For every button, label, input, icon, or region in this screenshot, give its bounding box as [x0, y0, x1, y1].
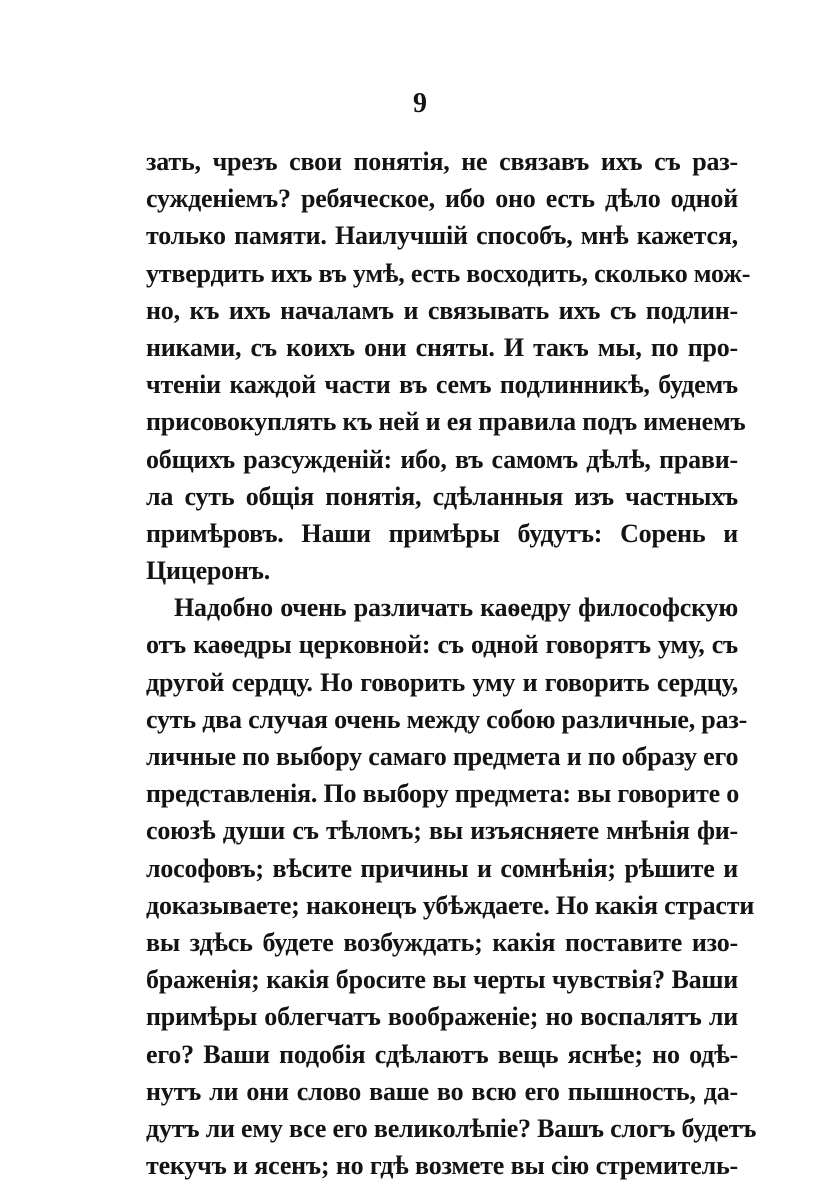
text-line: примѣры облегчатъ воображеніе; но воспалятъ ли [146, 1002, 738, 1032]
text-line: зать, чрезъ свои понятія, не связавъ ихъ съ раз- [146, 147, 738, 176]
text-line: союзѣ души съ тѣломъ; вы изъясняете мнѣнія фи- [146, 816, 738, 846]
text-line: присовокуплять къ ней и ея правила подъ именемъ [146, 407, 746, 437]
text-line: личные по выбору самаго предмета и по образу его [146, 742, 739, 771]
text-line: но, къ ихъ началамъ и связывать ихъ съ подлин- [146, 295, 738, 325]
paragraph-first-line: Надобно очень различать каѳедру философскую [174, 593, 738, 623]
paragraph-last-line: Цицеронъ. [146, 556, 271, 586]
text-line: другой сердцу. Но говорить уму и говорить сердцу, [146, 667, 738, 697]
text-line: доказываете; наконецъ убѣждаете. Но какія страсти [146, 890, 755, 920]
text-line: его? Ваши подобія сдѣлаютъ вещь яснѣе; но одѣ- [146, 1039, 738, 1069]
text-line: утвердить ихъ въ умѣ, есть восходить, сколько мож- [146, 258, 751, 288]
body-text [146, 143, 757, 1184]
text-line: дутъ ли ему все его великолѣпіе? Вашъ слогъ будетъ [146, 1113, 757, 1143]
text-line: текучъ и ясенъ; но гдѣ возмете вы сію стремитель- [146, 1151, 738, 1181]
text-line: лософовъ; вѣсите причины и сомнѣнія; рѣшите и [146, 853, 738, 883]
text-line: вы здѣсь будете возбуждать; какія поставите изо- [146, 927, 738, 957]
text-line: ла суть общія понятія, сдѣланныя изъ частныхъ [146, 481, 738, 511]
text-line: примѣровъ. Наши примѣры будутъ: Сорень и [146, 518, 738, 548]
text-line: только памяти. Наилучшій способъ, мнѣ кажется, [146, 221, 738, 251]
text-line: сужденіемъ? ребяческое, ибо оно есть дѣло одной [146, 184, 738, 214]
text-line: нутъ ли они слово ваше во всю его пышность, да- [146, 1076, 738, 1106]
text-line: чтеніи каждой части въ семъ подлинникѣ, будемъ [146, 370, 738, 400]
text-line: суть два случая очень между собою различные, раз- [146, 704, 748, 734]
page-number: 9 [413, 88, 427, 119]
text-line: никами, съ коихъ они сняты. И такъ мы, по про- [146, 332, 738, 362]
text-line: представленія. По выбору предмета: вы говорите о [146, 779, 740, 809]
text-line: отъ каѳедры церковной: съ одной говорятъ уму, съ [146, 630, 738, 660]
text-line: общихъ разсужденій: ибо, въ самомъ дѣлѣ, прави- [146, 444, 738, 474]
text-line: браженія; какія бросите вы черты чувствія? Ваши [146, 965, 738, 995]
